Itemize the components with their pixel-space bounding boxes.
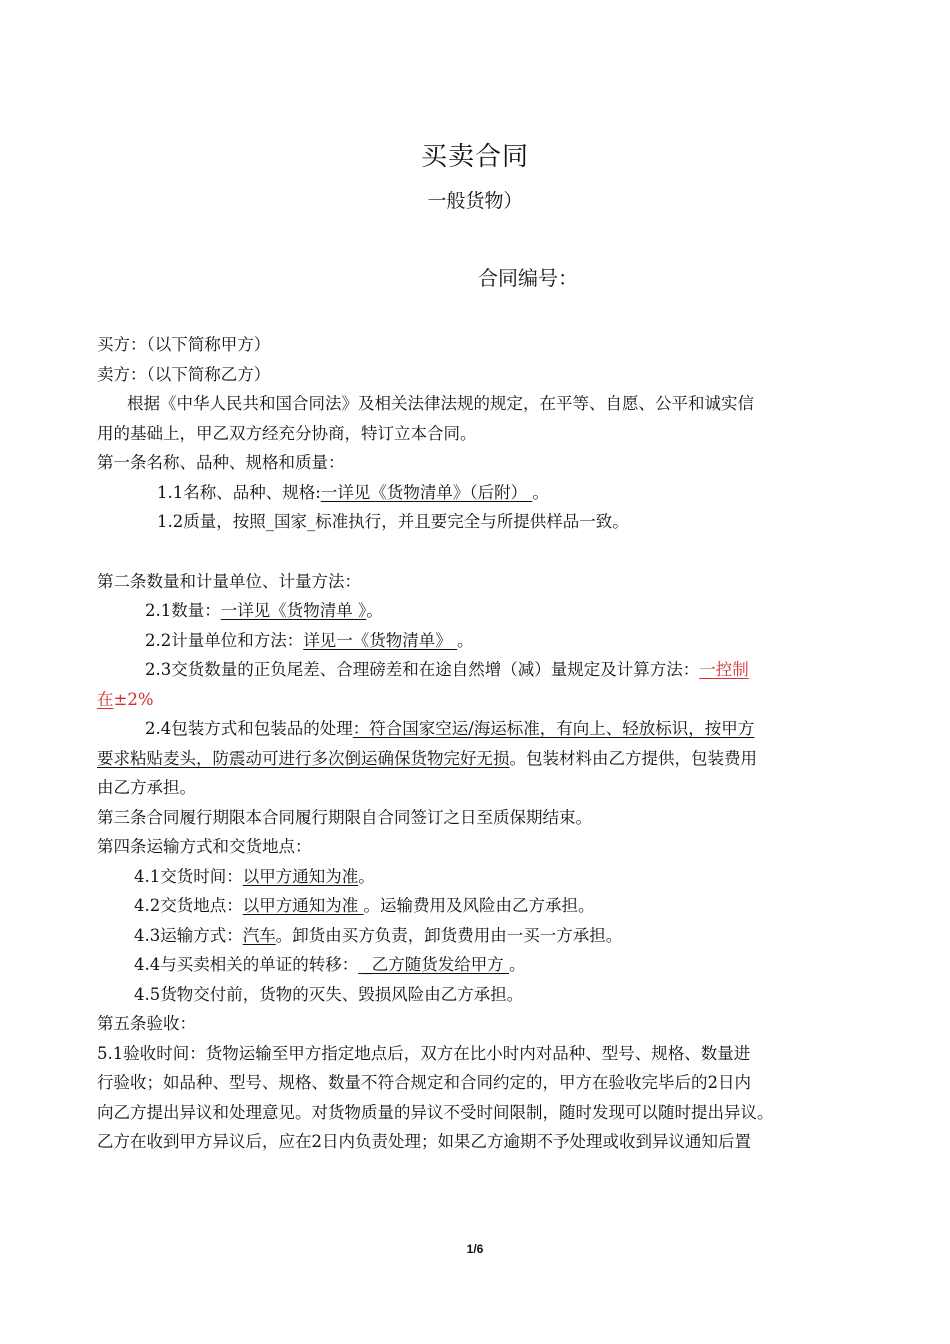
clause-2-4-continued [97,744,862,774]
clause-2-2-end: 。 [457,630,474,650]
clause-1-1-end: 。 [532,482,549,502]
clause-4-2 [97,891,862,921]
seller-line: 卖方：（以下简称乙方） [97,364,271,384]
clause-1-2: 1.2质量，按照_国家_标准执行，并且要完全与所提供样品一致。 [157,512,629,531]
clause-2-2-fill: 详见一《货物清单》 [303,630,457,650]
intro-line-2: 用的基础上，甲乙双方经充分协商，特订立本合同。 [97,423,477,443]
clause-5-1-line-1: 5.1验收时间：货物运输至甲方指定地点后，双方在比小时内对品种、型号、规格、数量进 [97,1043,751,1063]
clause-4-3 [97,921,862,951]
clause-4-1-fill: 以甲方通知为准 [242,866,359,886]
clause-4-2-end: 。运输费用及风险由乙方承担。 [363,896,595,915]
spacer [97,537,862,567]
clause-4-2-fill: 以甲方通知为准 [242,896,364,915]
page-subtitle: 一般货物） [427,190,523,212]
clause-4-4 [97,950,862,980]
clause-1-1-fill: 一详见《货物清单》（后附） [320,482,533,502]
clause-2-3 [97,655,862,685]
article-5-heading: 第五条验收： [97,1014,196,1033]
clause-4-3-end: 。卸货由买方负责，卸货费用由一买一方承担。 [275,925,623,945]
buyer-line: 买方：（以下简称甲方） [97,335,271,354]
clause-4-1-text: 4.1交货时间： [134,866,243,886]
clause-2-3-fill: 一控制 [699,660,749,679]
clause-5-1-line-3: 向乙方提出异议和处理意见。对货物质量的异议不受时间限制，随时发现可以随时提出异议。 [97,1102,774,1122]
clause-1-1 [97,478,862,508]
clause-4-5: 4.5货物交付前，货物的灭失、毁损风险由乙方承担。 [134,984,524,1004]
clause-4-2-text: 4.2交货地点： [134,896,243,915]
intro-line-1: 根据《中华人民共和国合同法》及相关法律法规的规定，在平等、自愿、公平和诚实信 [127,394,754,413]
clause-4-4-text: 4.4与买卖相关的单证的转移： [134,955,359,974]
article-2-heading: 第二条数量和计量单位、计量方法： [97,571,361,591]
clause-2-1-text: 2.1数量： [145,601,221,620]
clause-1-1-text: 1.1名称、品种、规格: [157,482,321,502]
clause-4-4-end: 。 [509,955,526,974]
clause-2-1 [97,596,862,626]
clause-2-2 [97,626,862,656]
article-1-heading: 第一条名称、品种、规格和质量： [97,453,345,472]
clause-5-1-line-2: 行验收；如品种、型号、规格、数量不符合规定和合同约定的，甲方在验收完毕后的2日内 [97,1073,751,1092]
clause-4-3-text: 4.3运输方式： [134,925,243,945]
clause-4-1 [97,862,862,892]
clause-2-4-line-3: 由乙方承担。 [97,778,196,797]
clause-2-3-fill-2: 在 [97,689,114,709]
clause-5-1-line-4: 乙方在收到甲方异议后，应在2日内负责处理；如果乙方逾期不予处理或收到异议通知后置 [97,1132,751,1151]
clause-2-3-text: 2.3交货数量的正负尾差、合理磅差和在途自然增（减）量规定及计算方法： [145,660,700,679]
page-title: 买卖合同 [420,142,529,172]
page-number: 1/6 [466,1242,484,1256]
clause-2-2-text: 2.2计量单位和方法： [145,630,304,650]
clause-2-3-tolerance: ±2% [113,689,154,709]
article-3: 第三条合同履行期限本合同履行期限自合同签订之日至质保期结束。 [97,807,592,827]
clause-4-4-fill: _乙方随货发给甲方 [358,955,509,974]
clause-2-1-end: 。 [366,601,383,620]
clause-2-4-fill: ：符合国家空运/海运标准，有向上、轻放标识，按甲方 [352,719,755,738]
clause-2-3-continued [97,685,862,715]
contract-body [97,330,862,1157]
clause-4-1-end: 。 [358,866,375,886]
clause-2-1-fill: 一详见《货物清单 》 [220,601,367,620]
clause-2-4 [97,714,862,744]
contract-number-label: 合同编号： [478,266,578,290]
clause-2-4-fill-2: 要求粘贴麦头，防震动可进行多次倒运确保货物完好无损 [97,748,510,768]
article-4-heading: 第四条运输方式和交货地点： [97,837,312,856]
clause-2-4-text: 2.4包装方式和包装品的处理 [145,719,353,738]
clause-2-4-end: 。包装材料由乙方提供，包装费用 [509,748,757,768]
clause-4-3-fill: 汽车 [242,925,276,945]
